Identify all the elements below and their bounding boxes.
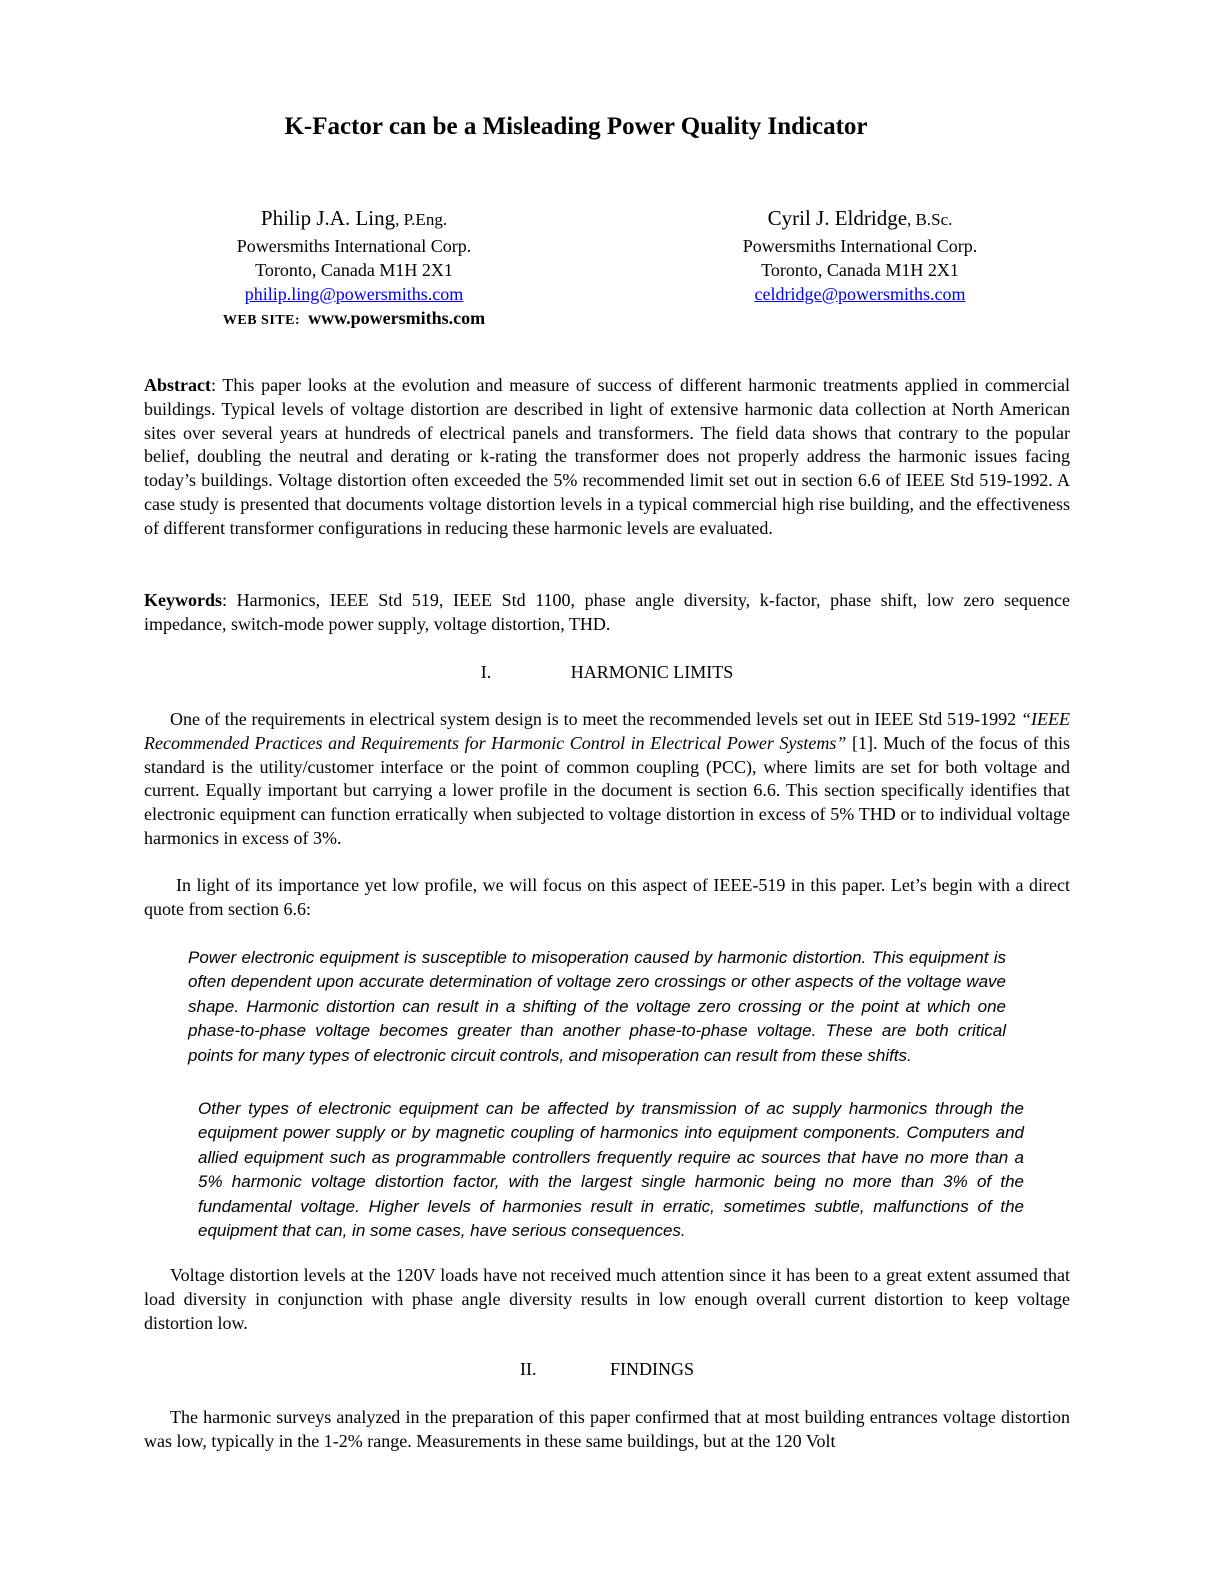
- paper-title: K-Factor can be a Misleading Power Quality Indicator: [284, 113, 868, 140]
- author-address: Toronto, Canada M1H 2X1: [255, 260, 453, 280]
- author-credential: , P.Eng.: [395, 210, 448, 229]
- section-heading-harmonic-limits: [144, 662, 1070, 683]
- keywords-paragraph: [144, 589, 1070, 637]
- standard-title: “IEEE Recommended Practices and Requirements for Harmonic Control in Electrical Power Systems”: [144, 709, 1070, 753]
- body-paragraph: One of the requirements in electrical system design is to meet the recommended levels set out in IEEE Std 519-1992 “IEEE Recommended Practices and Requirements for Harmonic Control in Electrical Power Systems” [1]. Much of the focus of this standard is the utility/customer interface or the point of common coupling (PCC), where limits are set for both voltage and current. Equally important but carrying a lower profile in the document is section 6.6. This section specifically identifies that electronic equipment can function erratically when subjected to voltage distortion in excess of 5% THD or to individual voltage harmonics in excess of 3%.: [144, 709, 1070, 848]
- author-address: Toronto, Canada M1H 2X1: [761, 260, 959, 280]
- abstract-label: Abstract: [144, 375, 211, 395]
- body-paragraph: The harmonic surveys analyzed in the preparation of this paper confirmed that at most building entrances voltage distortion was low, typically in the 1-2% range. Measurements in these same buildings, but at the 120 Volt: [144, 1407, 1070, 1451]
- author-name: Cyril J. Eldridge: [767, 206, 908, 230]
- keywords-text: : Harmonics, IEEE Std 519, IEEE Std 1100, phase angle diversity, k-factor, phase shift, low zero sequence impedance, switch-mode power supply, voltage distortion, THD.: [144, 590, 1070, 634]
- block-quote: Other types of electronic equipment can be affected by transmission of ac supply harmonics through the equipment power supply or by magnetic coupling of harmonics into equipment components. Computers and allied equipment such as programmable controllers frequently require ac sources that have no more than a 5% harmonic voltage distortion factor, with the largest single harmonic being no more than 3% of the fundamental voltage. Higher levels of harmonies result in erratic, sometimes subtle, malfunctions of the equipment that can, in some cases, have serious consequences.: [198, 1099, 1024, 1241]
- website-url: www.powersmiths.com: [308, 308, 486, 328]
- section-number: II.: [519, 1359, 537, 1379]
- author-email-link[interactable]: philip.ling@powersmiths.com: [244, 284, 464, 304]
- author-organization: Powersmiths International Corp.: [742, 236, 978, 256]
- body-paragraph: Voltage distortion levels at the 120V loads have not received much attention since it has been to a great extent assumed that load diversity in conjunction with phase angle diversity results in low enough overall current distortion to keep voltage distortion low.: [144, 1265, 1070, 1333]
- author-name: Philip J.A. Ling: [260, 206, 396, 230]
- abstract-text: : This paper looks at the evolution and measure of success of different harmonic treatments applied in commercial buildings. Typical levels of voltage distortion are described in light of extensive harmonic data collection at North American sites over several years at hundreds of electrical panels and transformers. The field data shows that contrary to the popular belief, doubling the neutral and derating or k-rating the transformer does not properly address the harmonic issues facing today’s buildings. Voltage distortion often exceeded the 5% recommended limit set out in section 6.6 of IEEE Std 519-1992. A case study is presented that documents voltage distortion levels in a typical commercial high rise building, and the effectiveness of different transformer configurations in reducing these harmonic levels are evaluated.: [144, 375, 1070, 538]
- section-number: I.: [480, 662, 492, 682]
- author-credential: , B.Sc.: [907, 210, 953, 229]
- block-quote: Power electronic equipment is susceptible to misoperation caused by harmonic distortion. This equipment is often dependent upon accurate determination of voltage zero crossings or other aspects of the voltage wave shape. Harmonic distortion can result in a shifting of the voltage zero crossing or the point at which one phase-to-phase voltage becomes greater than another phase-to-phase voltage. These are both critical points for many types of electronic circuit controls, and misoperation can result from these shifts.: [188, 948, 1006, 1065]
- section-title: FINDINGS: [609, 1359, 694, 1379]
- author-organization: Powersmiths International Corp.: [236, 236, 472, 256]
- section-heading-findings: [144, 1359, 1070, 1380]
- website-label: WEB SITE:: [222, 313, 301, 328]
- abstract-paragraph: [144, 374, 1070, 541]
- author-email-link[interactable]: celdridge@powersmiths.com: [754, 284, 966, 304]
- section-title: HARMONIC LIMITS: [570, 662, 734, 682]
- keywords-label: Keywords: [144, 590, 222, 610]
- author-block-ling: [144, 204, 564, 333]
- author-block-eldridge: [650, 204, 1070, 306]
- body-paragraph: In light of its importance yet low profile, we will focus on this aspect of IEEE-519 in this paper. Let’s begin with a direct quote from section 6.6:: [144, 875, 1070, 919]
